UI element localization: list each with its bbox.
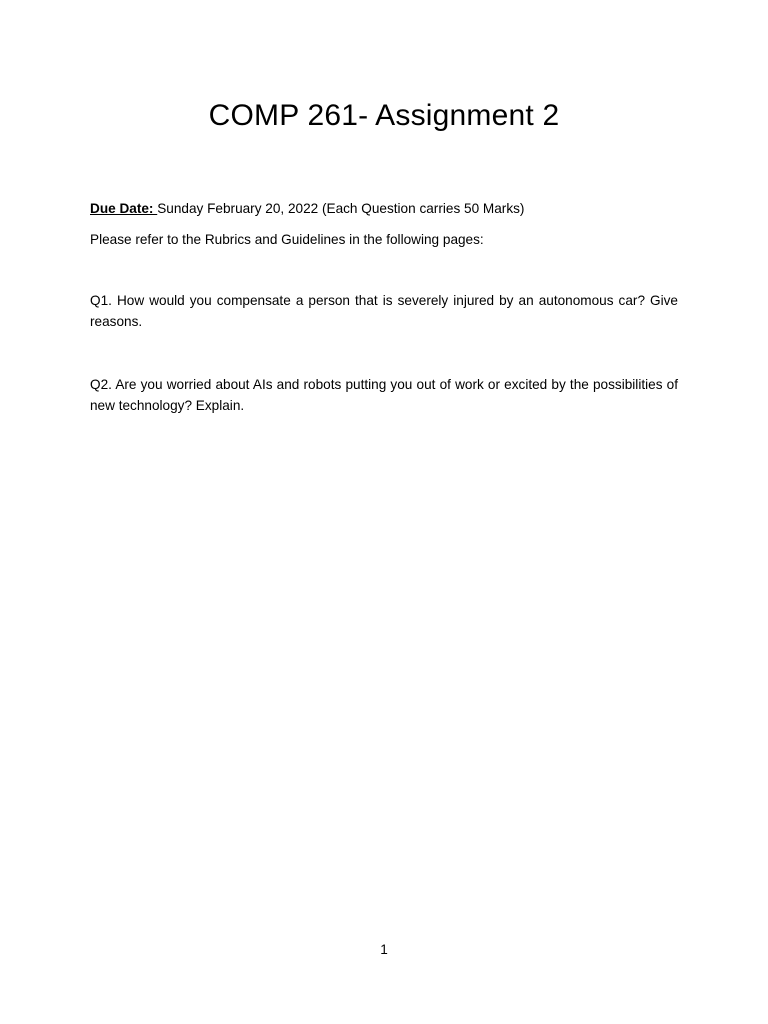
page-number: 1 [380,942,388,957]
due-date-label: Due Date: [90,201,158,216]
due-date-line [90,198,678,219]
instructions-text: Please refer to the Rubrics and Guidelines in the following pages: [90,232,484,247]
document-title: COMP 261- Assignment 2 [208,99,560,132]
due-date-value: Sunday February 20, 2022 (Each Question carries 50 Marks) [157,201,525,216]
question-1: Q1. How would you compensate a person that is severely injured by an autonomous car? Give reasons. [90,293,678,329]
question-2: Q2. Are you worried about AIs and robots putting you out of work or excited by the possibilities of new technology? Explain. [90,377,678,413]
